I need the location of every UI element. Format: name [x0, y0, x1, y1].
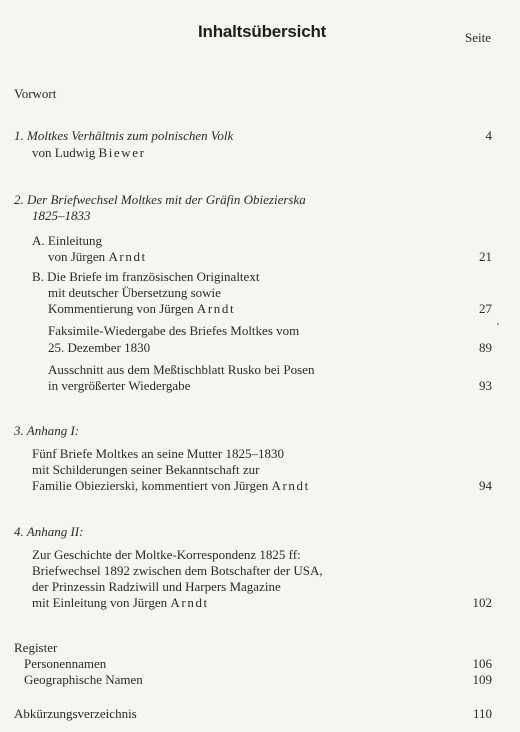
section-2-title-line2: 1825–1833 — [32, 208, 91, 223]
section-2-title-line1: 2. Der Briefwechsel Moltkes mit der Gräfin Obiezierska — [14, 192, 306, 207]
section-2b-line2: mit deutscher Übersetzung sowie — [48, 285, 221, 300]
section-4-line4: mit Einleitung von Jürgen Arndt — [32, 595, 209, 610]
section-2b-line1: B. Die Briefe im französischen Originaltext — [32, 269, 260, 284]
section-2-map-line1: Ausschnitt aus dem Meßtischblatt Rusko bei Posen — [48, 362, 315, 377]
section-4-line1: Zur Geschichte der Moltke-Korrespondenz 1825 ff: — [32, 547, 301, 562]
section-1-author: von Ludwig Biewer — [32, 145, 146, 160]
register-item-geographische-namen: Geographische Namen — [24, 672, 143, 687]
section-3-line3: Familie Obiezierski, kommentiert von Jürgen Arndt — [32, 478, 310, 493]
section-2-fax-page: 89 — [479, 340, 492, 355]
section-1-title: 1. Moltkes Verhältnis zum polnischen Volk — [14, 128, 234, 143]
section-2a-author: von Jürgen Arndt — [48, 249, 147, 264]
abkuerzungsverzeichnis-page: 110 — [472, 706, 492, 721]
register-title: Register — [14, 640, 58, 655]
toc-entry-abkuerzungsverzeichnis: Abkürzungsverzeichnis — [14, 706, 137, 721]
section-3-line2: mit Schilderungen seiner Bekanntschaft zur — [32, 462, 260, 477]
section-2-fax-line1: Faksimile-Wiedergabe des Briefes Moltkes vom — [48, 323, 300, 338]
section-4-page: 102 — [472, 595, 492, 610]
section-2a-page: 21 — [479, 249, 492, 264]
register-item-personennamen: Personennamen — [24, 656, 107, 671]
section-2-map-page: 93 — [479, 378, 492, 393]
section-4-title: 4. Anhang II: — [14, 524, 84, 539]
section-4-line2: Briefwechsel 1892 zwischen dem Botschafter der USA, — [32, 563, 323, 578]
section-3-page: 94 — [479, 478, 492, 493]
paper-speck — [497, 323, 499, 325]
toc-entry-vorwort: Vorwort — [14, 86, 57, 101]
section-2a-title: A. Einleitung — [32, 233, 103, 248]
section-2b-page: 27 — [479, 301, 492, 316]
page-title: Inhaltsübersicht — [198, 22, 327, 41]
section-3-title: 3. Anhang I: — [14, 423, 80, 438]
section-2-map-line2: in vergrößerter Wiedergabe — [48, 378, 191, 393]
section-4-line3: der Prinzessin Radziwill und Harpers Magazine — [32, 579, 281, 594]
section-3-line1: Fünf Briefe Moltkes an seine Mutter 1825–1830 — [32, 446, 285, 461]
section-1-page: 4 — [485, 128, 492, 143]
register-item-personennamen-page: 106 — [472, 656, 492, 671]
register-item-geographische-namen-page: 109 — [472, 672, 492, 687]
section-2-fax-line2: 25. Dezember 1830 — [48, 340, 151, 355]
section-2b-line3: Kommentierung von Jürgen Arndt — [48, 301, 236, 316]
page-column-header: Seite — [465, 30, 491, 45]
